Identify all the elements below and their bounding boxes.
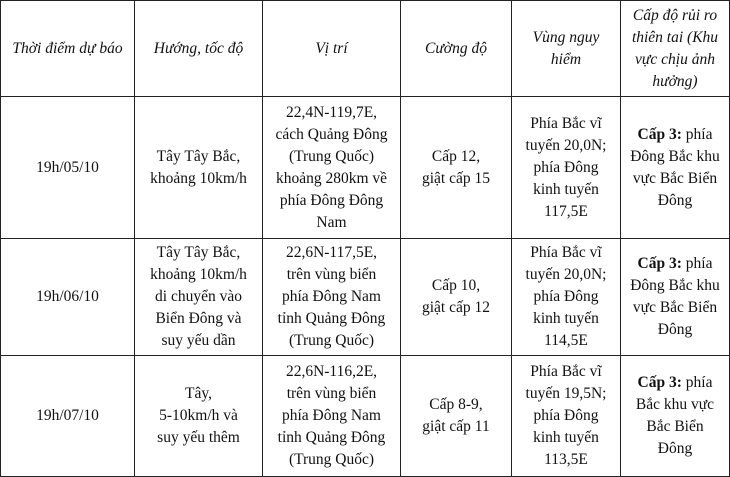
cell-line: khoảng 10km/h bbox=[150, 169, 247, 187]
cell-line: Đông bbox=[657, 440, 693, 457]
cell-line: tỉnh Quảng Đông bbox=[277, 310, 386, 327]
cell-line: 113,5E bbox=[544, 451, 588, 468]
cell-line: phía Đông Đông bbox=[279, 191, 384, 209]
table-row bbox=[1, 239, 730, 356]
cell-line: khoảng 10km/h bbox=[150, 266, 247, 283]
cell-line: Tây Tây Bắc, bbox=[156, 244, 241, 261]
cell-line: Biển Đông và bbox=[155, 310, 242, 327]
cell-position bbox=[263, 356, 401, 477]
cell-time: 19h/05/10 bbox=[1, 97, 135, 239]
cell-line: 114,5E bbox=[544, 332, 588, 349]
cell-line: phía Đông Nam bbox=[281, 407, 381, 424]
cell-line bbox=[625, 124, 725, 146]
header-danger-zone: Vùng nguy hiểm bbox=[512, 1, 621, 97]
header-time: Thời điểm dự báo bbox=[1, 1, 135, 97]
cell-line: kinh tuyến bbox=[533, 310, 599, 327]
cell-line: trên vùng biển bbox=[286, 385, 377, 402]
cell-line: phía Đông Nam bbox=[281, 288, 381, 305]
cell-line: 22,6N-117,5E, bbox=[285, 244, 378, 261]
cell-line: phía Đông bbox=[533, 158, 599, 176]
cell-line: Phía Bắc vĩ bbox=[530, 244, 602, 261]
cell-line: trên vùng biển bbox=[286, 266, 377, 283]
cell-line: kinh tuyến bbox=[533, 180, 599, 198]
cell-risk-level bbox=[621, 356, 730, 477]
cell-line: kinh tuyến bbox=[533, 429, 599, 446]
cell-line: tuyến 20,0N; bbox=[525, 266, 607, 283]
cell-line: Bắc khu vực bbox=[635, 396, 715, 413]
risk-level-label: Cấp 3: bbox=[637, 374, 682, 391]
cell-line: khoảng 280km về bbox=[275, 169, 388, 187]
cell-line: Cấp 8-9, bbox=[429, 396, 483, 413]
cell-line: suy yếu dần bbox=[161, 332, 236, 349]
cell-line: 117,5E bbox=[544, 202, 588, 220]
cell-line: Đông bbox=[657, 191, 693, 209]
risk-level-label: Cấp 3: bbox=[637, 125, 682, 143]
cell-line: Phía Bắc vĩ bbox=[530, 114, 602, 132]
cell-direction-speed bbox=[135, 239, 263, 356]
cell-time: 19h/06/10 bbox=[1, 239, 135, 356]
cell-line: Đông Bắc khu bbox=[630, 277, 720, 294]
cell-position bbox=[263, 97, 401, 239]
cell-line: di chuyển vào bbox=[155, 288, 242, 305]
table-header-row bbox=[1, 1, 730, 97]
header-direction-speed: Hướng, tốc độ bbox=[135, 1, 263, 97]
risk-text: phía bbox=[681, 255, 713, 272]
risk-level-label: Cấp 3: bbox=[637, 255, 682, 272]
cell-line: tuyến 19,5N; bbox=[525, 385, 607, 402]
table-row bbox=[1, 356, 730, 477]
risk-text: phía bbox=[681, 125, 713, 143]
cell-line: cách Quảng Đông bbox=[275, 125, 388, 143]
cell-line: 22,6N-116,2E, bbox=[285, 363, 378, 380]
cell-line: 22,4N-119,7E, bbox=[285, 103, 378, 121]
cell-line: vực Bắc Biển bbox=[632, 169, 718, 187]
cell-risk-level bbox=[621, 97, 730, 239]
cell-intensity bbox=[401, 239, 512, 356]
risk-text: phía bbox=[681, 374, 713, 391]
cell-line: Đông Bắc khu bbox=[630, 147, 720, 165]
cell-line: suy yếu thêm bbox=[157, 429, 240, 446]
cell-line: vực Bắc Biển bbox=[632, 299, 718, 316]
cell-line: Bắc Biển bbox=[646, 418, 704, 435]
header-intensity: Cường độ bbox=[401, 1, 512, 97]
header-position: Vị trí bbox=[263, 1, 401, 97]
cell-intensity bbox=[401, 356, 512, 477]
cell-line: Cấp 12, bbox=[431, 147, 481, 165]
cell-line: tuyến 20,0N; bbox=[525, 136, 607, 154]
cell-line: (Trung Quốc) bbox=[288, 451, 375, 468]
cell-line: Nam bbox=[316, 213, 347, 231]
cell-line: (Trung Quốc) bbox=[288, 147, 375, 165]
cell-line: Cấp 10, bbox=[431, 277, 481, 294]
header-risk-level: Cấp độ rủi ro thiên tai (Khu vực chịu ảnh hưởng) bbox=[621, 1, 730, 97]
cell-position bbox=[263, 239, 401, 356]
cell-line: tỉnh Quảng Đông bbox=[277, 429, 386, 446]
cell-line bbox=[625, 372, 725, 394]
cell-line: phía Đông bbox=[533, 407, 599, 424]
table-row bbox=[1, 97, 730, 239]
cell-line: (Trung Quốc) bbox=[288, 332, 375, 349]
cell-direction-speed bbox=[135, 356, 263, 477]
cell-line: giật cấp 12 bbox=[421, 299, 490, 316]
cell-line: giật cấp 11 bbox=[422, 418, 490, 435]
cell-danger-zone bbox=[512, 356, 621, 477]
cell-line: phía Đông bbox=[533, 288, 599, 305]
cell-line bbox=[625, 253, 725, 275]
cell-line: Phía Bắc vĩ bbox=[530, 363, 602, 380]
cell-time: 19h/07/10 bbox=[1, 356, 135, 477]
cell-line: Tây, bbox=[185, 385, 212, 402]
cell-line: giật cấp 15 bbox=[421, 169, 490, 187]
cell-direction-speed bbox=[135, 97, 263, 239]
cell-line: Tây Tây Bắc, bbox=[156, 147, 241, 165]
cell-danger-zone bbox=[512, 97, 621, 239]
cell-risk-level bbox=[621, 239, 730, 356]
cell-line: 5-10km/h và bbox=[159, 407, 238, 424]
cell-line: Đông bbox=[657, 321, 693, 338]
cell-intensity bbox=[401, 97, 512, 239]
cell-danger-zone bbox=[512, 239, 621, 356]
